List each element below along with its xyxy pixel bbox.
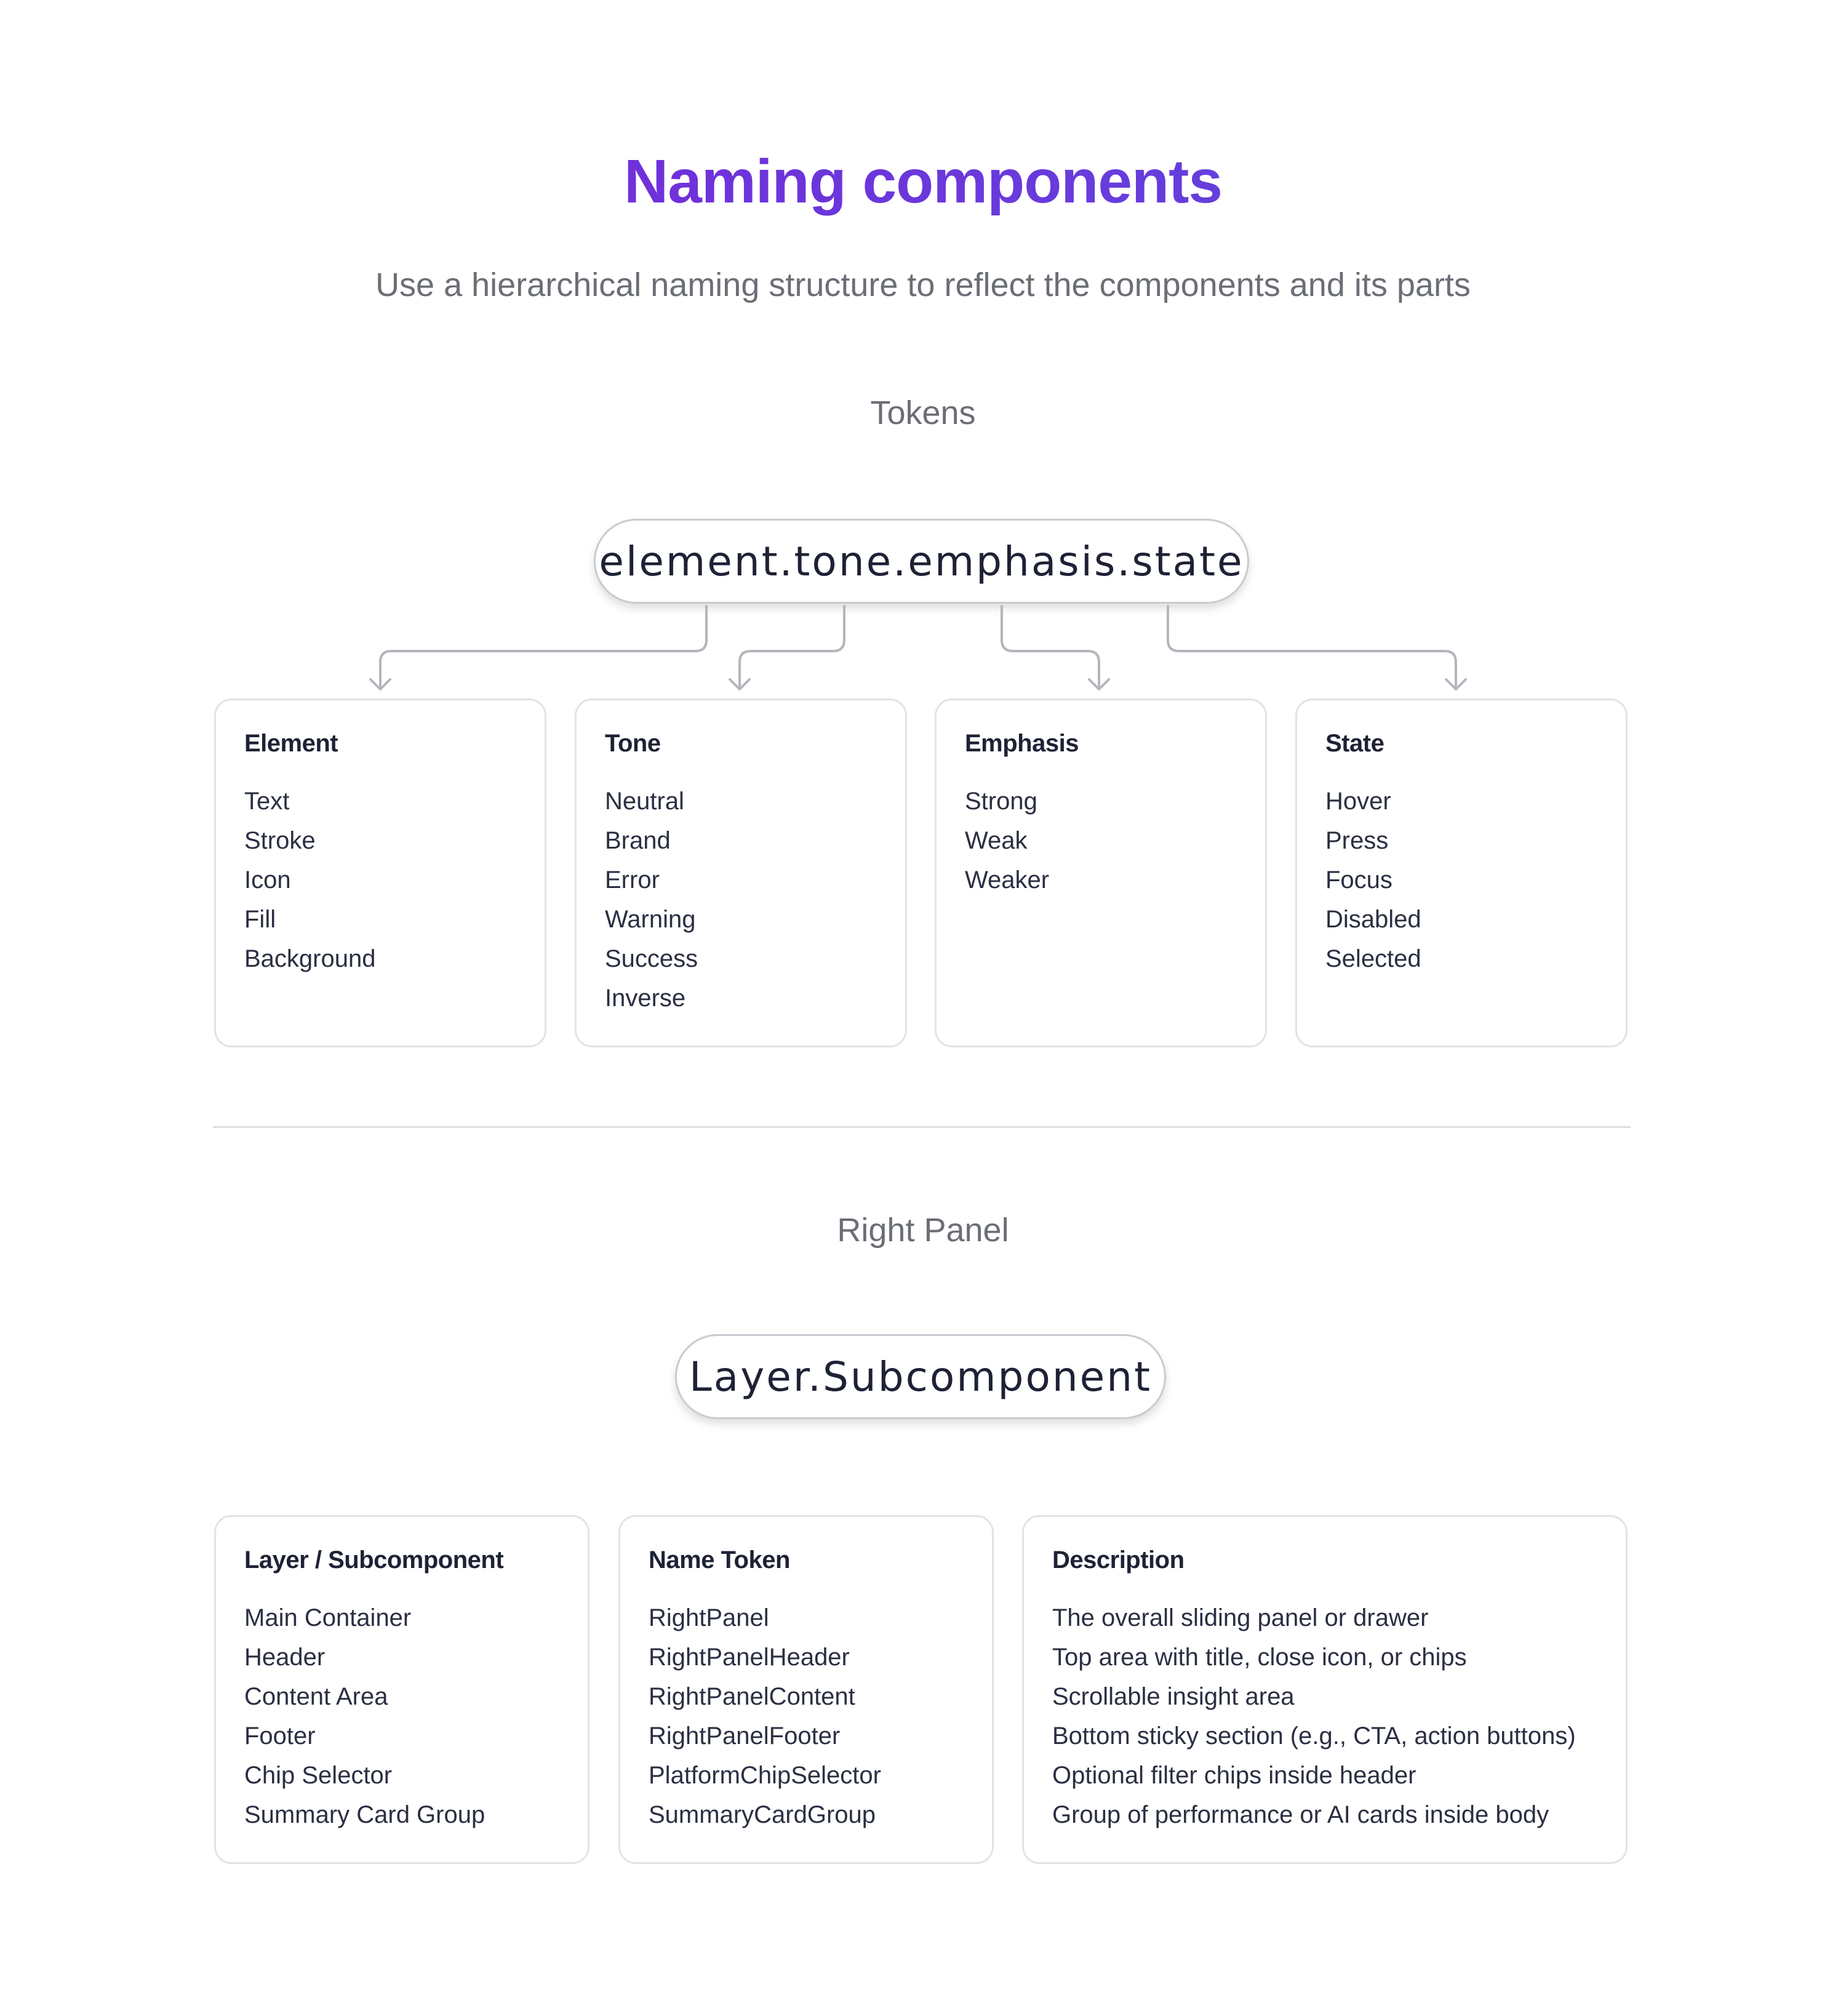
connector-emphasis — [1002, 606, 1099, 689]
list-item: Stroke — [244, 827, 316, 854]
list-item: Main Container — [244, 1604, 412, 1631]
list-item: Scrollable insight area — [1052, 1683, 1295, 1710]
list-item: Background — [244, 945, 376, 972]
tokens-section-heading: Tokens — [870, 394, 976, 431]
list-item: Error — [605, 866, 660, 894]
emphasis-card — [935, 698, 1267, 1047]
list-item: Text — [244, 788, 290, 815]
list-item: SummaryCardGroup — [649, 1801, 876, 1828]
list-item: Hover — [1325, 788, 1391, 815]
list-item: Summary Card Group — [244, 1801, 485, 1828]
list-item: Inverse — [605, 985, 686, 1012]
list-item: Optional filter chips inside header — [1052, 1762, 1416, 1789]
page-subtitle: Use a hierarchical naming structure to reflect the components and its parts — [375, 266, 1471, 303]
list-item: Neutral — [605, 788, 684, 815]
list-item: Group of performance or AI cards inside body — [1052, 1801, 1549, 1828]
list-item: Warning — [605, 906, 696, 933]
list-item: RightPanelFooter — [649, 1722, 841, 1750]
list-item: RightPanelContent — [649, 1683, 855, 1710]
list-item: Focus — [1325, 866, 1392, 894]
card-title: Tone — [605, 730, 661, 757]
list-item: The overall sliding panel or drawer — [1052, 1604, 1429, 1631]
list-item: Top area with title, close icon, or chips — [1052, 1644, 1467, 1671]
connector-tone — [740, 606, 844, 689]
card-title: Description — [1052, 1546, 1185, 1574]
connector-state — [1168, 606, 1456, 689]
list-item: RightPanel — [649, 1604, 769, 1631]
list-item: Fill — [244, 906, 276, 933]
connector-element — [380, 606, 706, 689]
card-title: Layer / Subcomponent — [244, 1546, 504, 1574]
name-token-card — [618, 1515, 994, 1864]
list-item: Chip Selector — [244, 1762, 393, 1789]
list-item: Icon — [244, 866, 291, 894]
list-item: Brand — [605, 827, 671, 854]
token-pattern-pill: element.tone.emphasis.state — [594, 519, 1249, 604]
list-item: Selected — [1325, 945, 1421, 972]
card-title: Element — [244, 730, 338, 757]
right-panel-section-heading: Right Panel — [837, 1212, 1009, 1249]
list-item: Footer — [244, 1722, 316, 1750]
description-card — [1022, 1515, 1628, 1864]
list-item: Success — [605, 945, 698, 972]
list-item: Press — [1325, 827, 1389, 854]
card-title: Name Token — [649, 1546, 790, 1574]
section-divider — [213, 1126, 1631, 1128]
right-panel-pattern-pill: Layer.Subcomponent — [675, 1334, 1166, 1419]
page-title: Naming components — [0, 142, 1846, 222]
list-item: Weak — [965, 827, 1028, 854]
layer-subcomponent-card — [214, 1515, 589, 1864]
list-item: Weaker — [965, 866, 1050, 894]
element-card — [214, 698, 546, 1047]
list-item: Strong — [965, 788, 1037, 815]
tone-card — [575, 698, 907, 1047]
list-item: Bottom sticky section (e.g., CTA, action buttons) — [1052, 1722, 1576, 1750]
list-item: Content Area — [244, 1683, 388, 1710]
card-title: State — [1325, 730, 1384, 757]
list-item: Disabled — [1325, 906, 1421, 933]
list-item: RightPanelHeader — [649, 1644, 850, 1671]
list-item: PlatformChipSelector — [649, 1762, 881, 1789]
list-item: Header — [244, 1644, 326, 1671]
state-card — [1295, 698, 1628, 1047]
card-title: Emphasis — [965, 730, 1079, 757]
